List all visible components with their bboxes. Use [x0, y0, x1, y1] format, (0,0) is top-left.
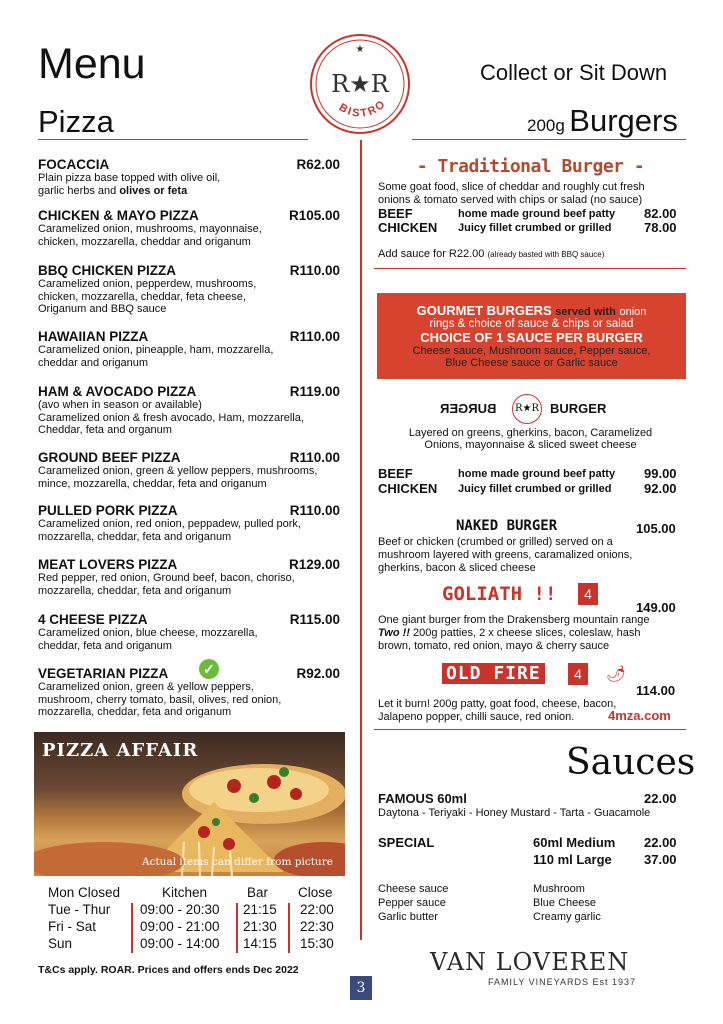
naked-desc: mushroom layered with greens, caramalized onions,: [378, 549, 633, 561]
sauces-title: Sauces: [566, 742, 696, 783]
rr-chicken: CHICKEN: [378, 481, 438, 496]
add-sauce-text: Add sauce for R22.00: [378, 248, 485, 260]
traditional-chicken-desc: Juicy fillet crumbed or grilled: [458, 222, 612, 234]
sauces-famous: FAMOUS 60ml: [378, 791, 467, 806]
hours-day: Tue - Thur: [48, 902, 111, 917]
terms-text: T&Cs apply. ROAR. Prices and offers ends Dec 2022: [38, 964, 299, 976]
logo-sub: BISTRO: [336, 97, 389, 120]
goliath-title: GOLIATH !!: [442, 583, 557, 605]
pizza-desc: Caramelized onion, green & yellow peppers,: [38, 681, 254, 693]
traditional-desc: Some goat food, slice of cheddar and roughly cut fresh: [378, 181, 645, 193]
rr-beef-price: 99.00: [644, 466, 677, 481]
traditional-desc: onions & tomato served with chips or salad (no sauce): [378, 194, 643, 206]
hours-close: 15:30: [300, 936, 334, 951]
goliath-badge: 4: [578, 583, 598, 605]
pizza-desc: mozzarella, cheddar, feta and origanum: [38, 706, 232, 719]
pizza-item: [38, 612, 340, 652]
van-loveren-logo: VAN LOVEREN: [430, 948, 630, 976]
hours-head: Bar: [247, 885, 269, 900]
pizza-item: [38, 557, 340, 597]
oldfire-price: 114.00: [636, 683, 676, 698]
pizza-desc: mince, mozzarella, cheddar, feta and origanum: [38, 477, 267, 490]
pizza-price: R119.00: [289, 384, 340, 399]
pizza-item: [38, 666, 340, 719]
pizza-desc: Caramelized onion, pepperdew, mushrooms,: [38, 278, 257, 290]
pizza-desc: Caramelized onion, green & yellow peppers, mushrooms,: [38, 465, 318, 477]
goliath-desc: brown, tomato, red onion, mayo & cherry sauce: [378, 640, 610, 652]
naked-price: 105.00: [636, 521, 676, 536]
pizza-promo-image: [34, 732, 345, 876]
naked-desc: gherkins, bacon & sliced cheese: [378, 562, 536, 574]
sauce-option: Blue Cheese: [533, 897, 596, 909]
burgers-heading: [527, 103, 678, 139]
gourmet-served: served with: [555, 306, 616, 318]
oldfire-brand: 4mza.com: [608, 708, 671, 723]
oldfire-badge: 4: [568, 663, 588, 685]
rr-burger-heading: [440, 394, 640, 424]
menu-title: Menu: [38, 40, 146, 88]
rr-beef-desc: home made ground beef patty: [458, 468, 616, 480]
pizza-item: [38, 263, 340, 316]
pizza-desc: Origanum and BBQ sauce: [38, 303, 167, 316]
naked-desc: Beef or chicken (crumbed or grilled) served on a: [378, 536, 613, 548]
pizza-name: 4 CHEESE PIZZA: [38, 612, 148, 627]
svg-text:BISTRO: [337, 97, 389, 119]
pizza-price: R110.00: [289, 450, 340, 465]
gourmet-line3: CHOICE OF 1 SAUCE PER BURGER: [420, 330, 643, 345]
hours-kitchen: 09:00 - 14:00: [140, 936, 220, 951]
pizza-desc: cheddar and origanum: [38, 356, 149, 369]
gourmet-onion: onion: [619, 306, 647, 318]
hours-close: 22:30: [300, 919, 334, 934]
oldfire-title: OLD FIRE: [442, 663, 545, 684]
pizza-name: FOCACCIA: [38, 157, 110, 172]
traditional-title: - Traditional Burger -: [416, 156, 645, 177]
collect-label: Collect or Sit Down: [480, 60, 668, 85]
goliath-two: Two !!: [378, 627, 410, 639]
sauces-large: 110 ml Large: [533, 852, 612, 867]
rr-burger-desc: Layered on greens, gherkins, bacon, Caramelized: [408, 427, 653, 439]
add-sauce-small: (already basted with BBQ sauce): [487, 250, 605, 259]
sauces-large-price: 37.00: [644, 852, 677, 867]
pizza-desc: chicken, mozzarella, cheddar, feta cheese,: [38, 290, 246, 303]
pizza-name: GROUND BEEF PIZZA: [38, 450, 181, 465]
pizza-desc: mozzarella, cheddar, feta and origanum: [38, 584, 232, 597]
chilli-icon: 🌶: [606, 666, 627, 683]
hours-day: Fri - Sat: [48, 919, 97, 934]
pizza-item: [38, 157, 340, 197]
traditional-beef-price: 82.00: [644, 206, 677, 221]
rr-beef: BEEF: [378, 466, 413, 481]
bistro-logo: [308, 32, 412, 136]
add-sauce-note: [378, 248, 604, 260]
pizza-price: R110.00: [289, 503, 340, 518]
hours-bar: 21:15: [243, 902, 277, 917]
goliath-price: 149.00: [636, 600, 676, 615]
pizza-price: R92.00: [296, 666, 340, 681]
pizza-desc-bold: olives or feta: [119, 184, 188, 197]
pizza-item: [38, 450, 340, 490]
pizza-desc: Plain pizza base topped with olive oil,: [38, 172, 221, 184]
pizza-name: VEGETARIAN PIZZA: [38, 666, 169, 681]
pizza-price: R110.00: [289, 329, 340, 344]
page-number: 3: [350, 976, 372, 1000]
rr-burger-desc: Onions, mayonnaise & sliced sweet cheese: [424, 439, 637, 451]
naked-title: NAKED BURGER: [456, 518, 558, 534]
pizza-heading: Pizza: [38, 104, 114, 139]
rr-chicken-desc: Juicy fillet crumbed or grilled: [458, 483, 612, 495]
rr-burger-left: BURGER: [440, 401, 497, 416]
gourmet-line2: rings & choice of sauce & chips or salad: [429, 318, 634, 330]
hours-day: Sun: [48, 936, 73, 951]
rr-chicken-price: 92.00: [644, 481, 677, 496]
pizza-desc: Caramelized onion, red onion, peppadew, pulled pork,: [38, 518, 301, 530]
goliath-desc-line: [378, 627, 641, 640]
sauces-famous-list: Daytona - Teriyaki - Honey Mustard - Tarta - Guacamole: [378, 807, 651, 819]
sauces-famous-price: 22.00: [644, 791, 677, 806]
traditional-beef: BEEF: [378, 206, 413, 221]
pizza-desc: mushroom, cherry tomato, basil, olives, red onion,: [38, 693, 282, 706]
pizza-name: CHICKEN & MAYO PIZZA: [38, 208, 199, 223]
gourmet-line5: Blue Cheese sauce or Garlic sauce: [445, 357, 618, 369]
sauces-medium: 60ml Medium: [533, 835, 616, 850]
pizza-item: [38, 329, 340, 369]
pizza-desc: Caramelized onion, mushrooms, mayonnaise,: [38, 223, 262, 235]
traditional-beef-desc: home made ground beef patty: [458, 208, 616, 220]
traditional-chicken: CHICKEN: [378, 220, 438, 235]
pizza-item: [38, 384, 340, 437]
sauces-medium-price: 22.00: [644, 835, 677, 850]
gourmet-box: [377, 293, 686, 379]
pizza-desc: Red pepper, red onion, Ground beef, bacon, choriso,: [38, 572, 295, 584]
van-loveren-sub: FAMILY VINEYARDS Est 1937: [488, 977, 637, 987]
pizza-price: R105.00: [288, 208, 340, 223]
gourmet-line4: Cheese sauce, Mushroom sauce, Pepper sauce,: [412, 345, 651, 357]
sauce-option: Garlic butter: [378, 911, 438, 923]
hours-kitchen: 09:00 - 21:00: [140, 919, 220, 934]
hours-head: Mon Closed: [48, 885, 121, 900]
hours-kitchen: 09:00 - 20:30: [140, 902, 220, 917]
goliath-desc: 200g patties, 2 x cheese slices, coleslaw, hash: [409, 627, 641, 639]
pizza-desc: Cheddar, feta and organum: [38, 424, 172, 437]
hours-bar: 21:30: [243, 919, 277, 934]
svg-text:★: ★: [355, 44, 365, 55]
rr-burger-right: BURGER: [550, 401, 607, 416]
burgers-title: Burgers: [569, 103, 678, 138]
hours-head: Kitchen: [162, 885, 208, 900]
pizza-price: R62.00: [296, 157, 340, 172]
hours-head: Close: [298, 885, 333, 900]
hours-bar: 14:15: [243, 936, 277, 951]
pizza-name: MEAT LOVERS PIZZA: [38, 557, 178, 572]
vegetarian-check-icon: ✓: [199, 659, 219, 679]
gourmet-title: GOURMET BURGERS: [416, 303, 552, 318]
oldfire-desc: Jalapeno popper, chilli sauce, red onion.: [378, 711, 575, 723]
oldfire-desc: Let it burn! 200g patty, goat food, cheese, bacon,: [378, 698, 617, 710]
promo-caption: Actual items can differ from picture: [142, 856, 333, 868]
pizza-name: HAWAIIAN PIZZA: [38, 329, 149, 344]
sauces-special: SPECIAL: [378, 835, 435, 850]
pizza-name: BBQ CHICKEN PIZZA: [38, 263, 176, 278]
pizza-name: PULLED PORK PIZZA: [38, 503, 178, 518]
pizza-desc: cheddar, feta and origanum: [38, 639, 172, 652]
pizza-item: [38, 208, 340, 248]
pizza-price: R110.00: [289, 263, 340, 278]
goliath-desc: One giant burger from the Drakensberg mountain range: [378, 614, 650, 626]
pizza-price: R115.00: [289, 612, 340, 627]
pizza-desc: Caramelized onion, blue cheese, mozzarella,: [38, 627, 258, 639]
pizza-desc: (avo when in season or available): [38, 399, 202, 411]
pizza-desc: Caramelized onion & fresh avocado, Ham, mozzarella,: [38, 411, 304, 424]
pizza-name: HAM & AVOCADO PIZZA: [38, 384, 197, 399]
burgers-weight: 200g: [527, 116, 565, 135]
hours-close: 22:00: [300, 902, 334, 917]
pizza-desc: garlic herbs and: [38, 184, 120, 197]
pizza-item: [38, 503, 340, 543]
sauce-option: Mushroom: [533, 883, 585, 895]
rr-mini-logo: R★R: [512, 394, 542, 424]
logo-text: R★R: [331, 70, 389, 98]
sauce-option: Pepper sauce: [378, 897, 446, 909]
sauce-option: Cheese sauce: [378, 883, 449, 895]
promo-title: PIZZA AFFAIR: [42, 740, 199, 761]
pizza-desc: chicken, mozzarella, cheddar and origanum: [38, 235, 251, 248]
pizza-desc: mozzarella, cheddar, feta and origanum: [38, 530, 232, 543]
sauce-option: Creamy garlic: [533, 911, 601, 923]
traditional-chicken-price: 78.00: [644, 220, 677, 235]
pizza-desc: Caramelized onion, pineapple, ham, mozzarella,: [38, 344, 274, 356]
pizza-price: R129.00: [288, 557, 340, 572]
